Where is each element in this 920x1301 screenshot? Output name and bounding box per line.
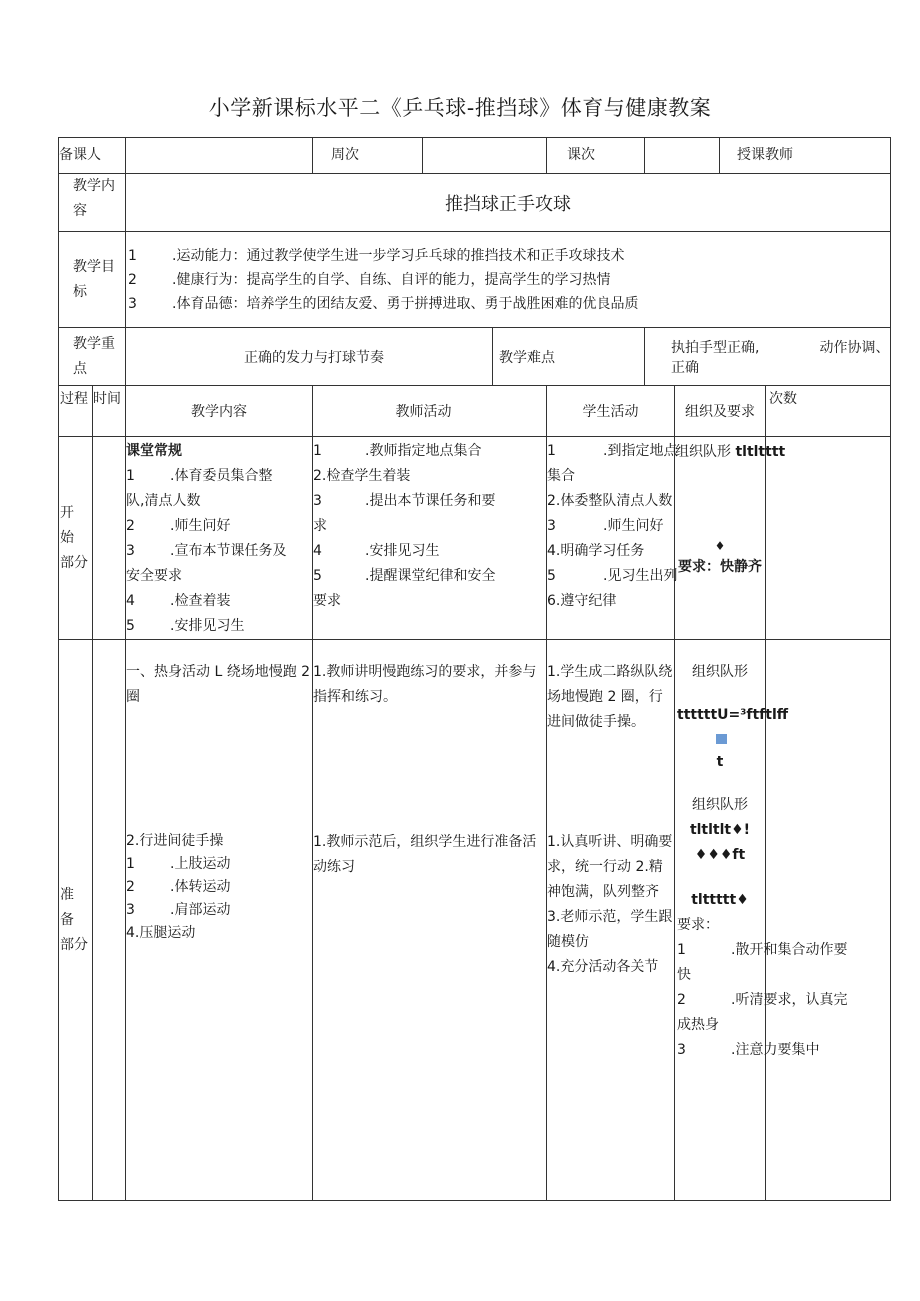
item-text: .师生问好 [603, 518, 664, 534]
org-label: 组织队形 [692, 797, 748, 813]
item-text: .宣布本节课任务及 [170, 543, 287, 559]
list-item [547, 489, 674, 514]
item-num: 1 [126, 468, 135, 484]
item-text: 要求 [313, 593, 341, 609]
list-item [126, 464, 312, 489]
item-text: .体转运动 [170, 879, 231, 895]
difficulty-value [645, 328, 891, 386]
goal-item [128, 292, 890, 316]
square-icon [716, 734, 727, 744]
prep-content-2-title: 2.行进间徒手操 [126, 833, 224, 849]
col-time: 时间 [93, 386, 126, 437]
list-item [126, 539, 312, 564]
prep-teacher-1: 1.教师讲明慢跑练习的要求，并参与指挥和练习。 [313, 664, 537, 705]
item-text: .提出本节课任务和要 [365, 493, 496, 509]
start-student [547, 437, 678, 640]
column-header-row [59, 386, 891, 437]
list-item [547, 464, 674, 489]
list-item [677, 1013, 763, 1038]
item-text: 安全要求 [126, 568, 182, 584]
col-content: 教学内容 [126, 386, 313, 437]
goal-num: 2 [128, 271, 137, 288]
start-org [675, 437, 786, 640]
prep-label-b: 部分 [60, 936, 88, 953]
prep-section-row [59, 640, 891, 1201]
list-item [677, 963, 763, 988]
start-label-a: 开 始 [60, 504, 74, 546]
list-item [126, 614, 312, 639]
list-item [126, 514, 312, 539]
list-item [126, 589, 312, 614]
list-item [547, 564, 678, 589]
item-text: 集合 [547, 468, 575, 484]
item-text: 求 [313, 518, 327, 534]
difficulty-label: 教学难点 [493, 328, 645, 386]
key-label: 教学重点 [59, 328, 126, 386]
item-text: 成热身 [677, 1017, 719, 1033]
list-item [126, 876, 312, 899]
item-text: .肩部运动 [170, 902, 231, 918]
list-item [547, 514, 674, 539]
item-num: 3 [126, 543, 135, 559]
item-text: .到指定地点 [603, 443, 678, 459]
start-label [59, 437, 93, 640]
list-item [313, 589, 546, 614]
prep-value [126, 138, 313, 174]
goal-text: .体育品德：培养学生的团结友爱、勇于拼搏进取、勇于战胜困难的优良品质 [172, 295, 639, 312]
prep-label-cell [59, 640, 93, 1201]
prep-student [547, 640, 675, 1201]
item-text: .师生问好 [170, 518, 231, 534]
col-org: 组织及要求 [675, 386, 766, 437]
prep-org-label-1: 组织队形 [692, 664, 748, 680]
prep-student-1: 1.学生成二路纵队绕场地慢跑 2 圈，行进间做徒手操。 [547, 664, 673, 730]
item-num: 3 [677, 1042, 686, 1058]
item-text: .上肢运动 [170, 856, 231, 872]
content-label: 教学内容 [59, 174, 126, 232]
goal-item [128, 268, 890, 292]
header-row [59, 138, 891, 174]
item-num: 1 [547, 443, 556, 459]
prep-student-3: 3.老师示范，学生跟随模仿 [547, 909, 673, 950]
content-value: 推挡球正手攻球 [126, 174, 891, 232]
col-teacher: 教师活动 [313, 386, 547, 437]
item-text: 2.体委整队清点人数 [547, 493, 673, 509]
prep-student-4: 4.充分活动各关节 [547, 959, 659, 975]
list-item [126, 853, 312, 876]
item-text: .检查着装 [170, 593, 231, 609]
prep-org-formation-1 [677, 703, 789, 751]
list-item [677, 988, 848, 1013]
prep-count [766, 640, 891, 1201]
item-num: 2 [126, 879, 135, 895]
start-org-formation [675, 440, 786, 464]
item-text: .听清要求，认真完 [731, 992, 848, 1008]
item-num: 1 [677, 942, 686, 958]
prep-teacher-2: 1.教师示范后，组织学生进行准备活动练习 [313, 834, 537, 875]
item-num: 4 [313, 543, 322, 559]
prep-org [675, 640, 848, 1201]
item-text: 2.检查学生着装 [313, 468, 411, 484]
item-text: 队,清点人数 [126, 493, 201, 509]
list-item [313, 514, 546, 539]
list-item [126, 899, 312, 922]
list-item [677, 938, 848, 963]
prep-org-require-label: 要求： [677, 917, 719, 933]
lesson-value [645, 138, 720, 174]
goal-text: .运动能力：通过教学使学生进一步学习乒乓球的推挡技术和正手攻球技术 [172, 247, 625, 264]
item-text: .安排见习生 [170, 618, 245, 634]
start-time [93, 437, 126, 640]
item-num: 2 [677, 992, 686, 1008]
goal-num: 3 [128, 295, 137, 312]
start-count [766, 437, 891, 640]
formation-glyphs: tltltttt [735, 444, 786, 460]
list-item [677, 1038, 820, 1063]
item-text: 4.明确学习任务 [547, 543, 645, 559]
item-text: .注意力要集中 [731, 1042, 820, 1058]
list-item [547, 539, 674, 564]
item-text: .见习生出列 [603, 568, 678, 584]
start-content-title: 课堂常规 [126, 443, 182, 459]
teacher-label: 授课教师 [720, 138, 891, 174]
goal-num: 1 [128, 247, 137, 264]
goal-item [128, 244, 890, 268]
prep-content-1: 一、热身活动 L 绕场地慢跑 2 圈 [126, 664, 311, 705]
formation-glyphs-3: tlttttt♦ [691, 892, 749, 908]
goals-label: 教学目标 [59, 232, 126, 328]
col-student: 学生活动 [547, 386, 675, 437]
item-text: .教师指定地点集合 [365, 443, 482, 459]
item-num: 4 [126, 593, 135, 609]
goals-row [59, 232, 891, 328]
item-text: .体育委员集合整 [170, 468, 273, 484]
lesson-label: 课次 [547, 138, 645, 174]
list-item [313, 539, 546, 564]
org-label: 组织队形 [675, 444, 731, 460]
item-text: .提醒课堂纪律和安全 [365, 568, 496, 584]
col-count: 次数 [766, 386, 891, 437]
item-num: 5 [126, 618, 135, 634]
item-num: 1 [313, 443, 322, 459]
col-process: 过程 [59, 386, 93, 437]
list-item [126, 489, 312, 514]
difficulty-part-a: 执拍手型正确, [671, 339, 760, 356]
list-item [126, 922, 312, 945]
item-text: 4.压腿运动 [126, 925, 196, 941]
diamond-icon: ♦ [714, 539, 726, 553]
formation-glyphs-b: t [716, 754, 724, 770]
start-teacher [313, 437, 547, 640]
key-row [59, 328, 891, 386]
lesson-plan-table [58, 137, 891, 1201]
prep-student-2: 1.认真听讲、明确要求，统一行动 2.精神饱满，队列整齐 [547, 834, 673, 900]
item-text: .散开和集合动作要 [731, 942, 848, 958]
week-label: 周次 [313, 138, 423, 174]
formation-glyphs: ttttttU=³ftftlff [677, 707, 789, 723]
goal-text: .健康行为：提高学生的自学、自练、自评的能力，提高学生的学习热情 [172, 271, 611, 288]
prep-time [93, 640, 126, 1201]
item-num: 3 [126, 902, 135, 918]
prep-org-formation-2 [677, 793, 763, 868]
formation-glyphs: tltltlt♦!♦♦♦ft [689, 822, 751, 863]
start-section-row [59, 437, 891, 640]
list-item [313, 464, 546, 489]
item-num: 3 [547, 518, 556, 534]
list-item [547, 439, 678, 464]
prep-content [126, 640, 313, 1201]
item-num: 5 [313, 568, 322, 584]
content-row [59, 174, 891, 232]
page-title: 小学新课标水平二《乒乓球-推挡球》体育与健康教案 [208, 96, 712, 120]
item-num: 3 [313, 493, 322, 509]
start-content [126, 437, 313, 640]
item-text: 快 [677, 967, 691, 983]
item-text: .安排见习生 [365, 543, 440, 559]
list-item [313, 489, 546, 514]
list-item [313, 439, 546, 464]
list-item [126, 564, 312, 589]
prep-teacher [313, 640, 547, 1201]
start-label-b: 部分 [60, 554, 88, 571]
list-item [547, 589, 674, 614]
difficulty-part-b: 动作协调、正确 [671, 339, 890, 376]
prep-label-a: 准 备 [60, 886, 74, 928]
item-num: 5 [547, 568, 556, 584]
prep-label: 备课人 [59, 138, 126, 174]
item-text: 6.遵守纪律 [547, 593, 617, 609]
week-value [423, 138, 547, 174]
item-num: 2 [126, 518, 135, 534]
list-item [313, 564, 546, 589]
item-num: 1 [126, 856, 135, 872]
start-org-require: 要求：快静齐 [678, 559, 762, 575]
key-value: 正确的发力与打球节奏 [126, 328, 493, 386]
goals-list [126, 232, 891, 328]
